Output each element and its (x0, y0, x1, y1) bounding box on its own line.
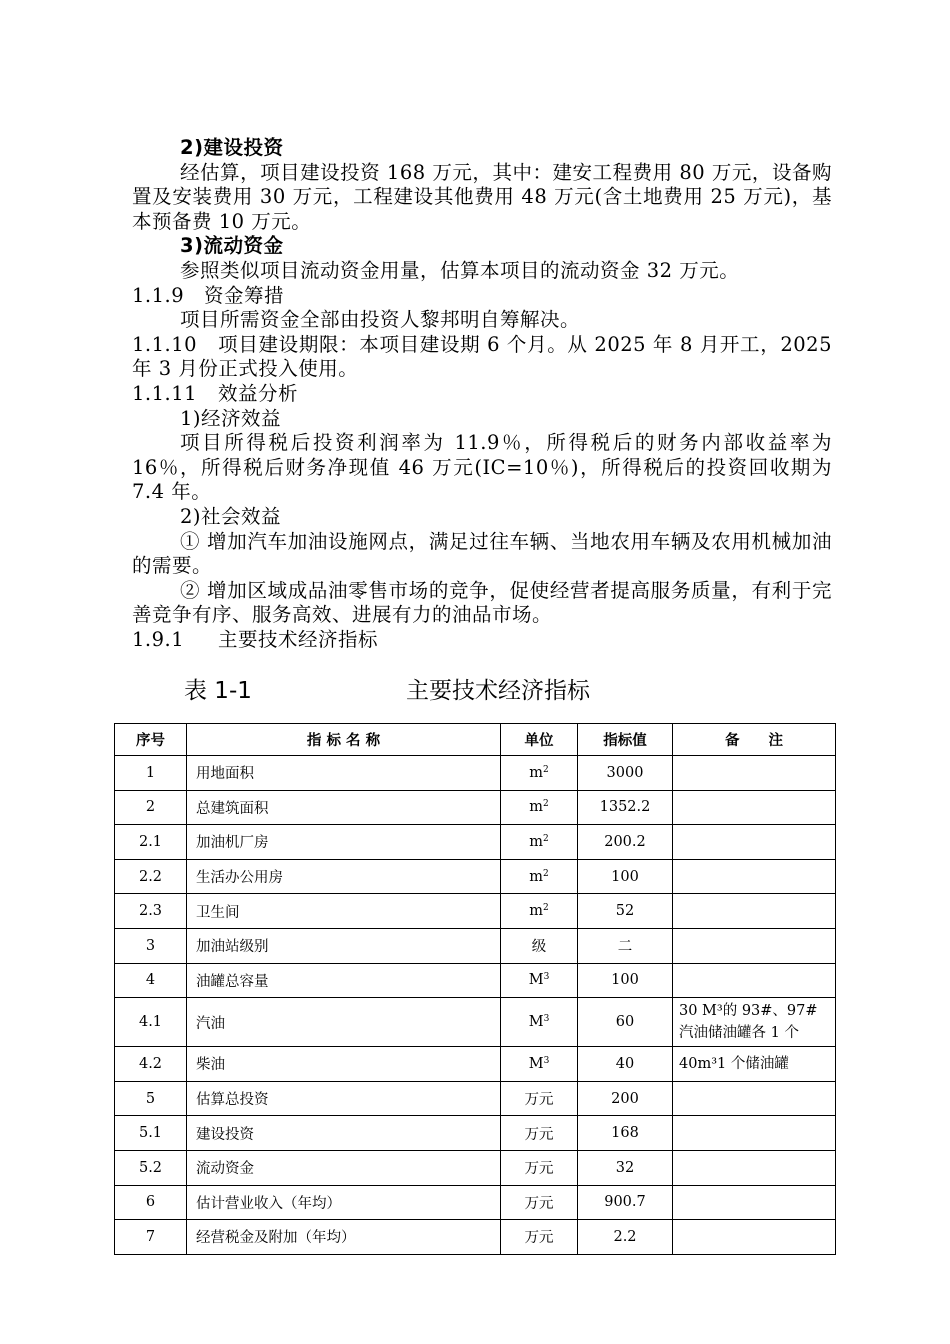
table-row (115, 998, 836, 1047)
cell-note (673, 1116, 836, 1151)
table-row (115, 756, 836, 791)
cell-value: 900.7 (578, 1185, 673, 1220)
unit-base: 万元 (524, 1126, 554, 1143)
table-row (115, 928, 836, 963)
table-row (115, 825, 836, 860)
cell-note (673, 1081, 836, 1116)
unit-superscript: 2 (543, 903, 549, 914)
cell-note (673, 1220, 836, 1255)
cell-no: 6 (115, 1185, 187, 1220)
section-construction-period (132, 333, 832, 382)
unit-base: 级 (531, 939, 547, 956)
cell-unit (501, 1081, 578, 1116)
section-number: 1.1.9 (132, 283, 185, 307)
cell-no: 2 (115, 790, 187, 825)
table-title: 主要技术经济指标 (406, 678, 590, 704)
cell-unit (501, 825, 578, 860)
body-text (132, 136, 832, 652)
section-heading-indicators (132, 628, 832, 653)
section-title: 效益分析 (218, 381, 299, 405)
section-number: 1.1.11 (132, 381, 198, 405)
section-text: 项目建设期限：本项目建设期 6 个月。从 2025 年 8 月开工，2025 年 3 月份正式投入使用。 (132, 332, 832, 381)
unit-base: m (529, 903, 543, 920)
cell-value: 3000 (578, 756, 673, 791)
cell-no: 2.2 (115, 859, 187, 894)
paragraph-social-benefit-2: ② 增加区域成品油零售市场的竞争，促使经营者提高服务质量，有利于完善竞争有序、服务高效、进展有力的油品市场。 (132, 578, 832, 627)
paragraph-economic-benefit: 项目所得税后投资利润率为 11.9％，所得税后的财务内部收益率为 16％，所得税后财务净现值 46 万元(IC=10％)，所得税后的投资回收期为 7.4 年。 (132, 431, 832, 504)
paragraph-construction-investment: 经估算，项目建设投资 168 万元，其中：建安工程费用 80 万元，设备购置及安装费用 30 万元，工程建设其他费用 48 万元(含土地费用 25 万元)，基本预备费 10 万元。 (132, 160, 832, 233)
section-heading-benefit (132, 382, 832, 407)
table-caption (184, 672, 744, 706)
subheading-working-capital: 3)流动资金 (180, 234, 284, 258)
table-row (115, 963, 836, 998)
cell-name: 流动资金 (187, 1150, 501, 1185)
unit-superscript: 3 (543, 1014, 550, 1025)
table-row (115, 790, 836, 825)
cell-no: 5.2 (115, 1150, 187, 1185)
cell-value: 200.2 (578, 825, 673, 860)
unit-superscript: 2 (543, 764, 549, 775)
cell-no: 5.1 (115, 1116, 187, 1151)
unit-base: 万元 (524, 1161, 554, 1178)
table-row (115, 1047, 836, 1082)
cell-name: 柴油 (187, 1047, 501, 1082)
unit-base: 万元 (524, 1092, 554, 1109)
unit-superscript: 2 (543, 868, 549, 879)
unit-base: M (528, 1014, 544, 1031)
paragraph-social-benefit-1: ① 增加汽车加油设施网点，满足过往车辆、当地农用车辆及农用机械加油的需要。 (132, 529, 832, 578)
cell-name: 加油站级别 (187, 928, 501, 963)
cell-unit (501, 998, 578, 1047)
cell-value: 60 (578, 998, 673, 1047)
cell-value: 168 (578, 1116, 673, 1151)
cell-value: 52 (578, 894, 673, 929)
paragraph-funding: 项目所需资金全部由投资人黎邦明自筹解决。 (180, 308, 581, 332)
table-row (115, 1220, 836, 1255)
table-body (115, 756, 836, 1255)
section-number: 1.9.1 (132, 627, 185, 651)
header-name: 指 标 名 称 (187, 724, 501, 756)
table-number: 表 1-1 (184, 678, 252, 704)
cell-no: 2.3 (115, 894, 187, 929)
cell-name: 估算总投资 (187, 1081, 501, 1116)
cell-value: 1352.2 (578, 790, 673, 825)
unit-base: m (529, 833, 543, 850)
header-no: 序号 (115, 724, 187, 756)
unit-base: M (528, 972, 544, 989)
subheading-social-benefit: 2)社会效益 (180, 504, 282, 528)
cell-note (673, 859, 836, 894)
table-row (115, 859, 836, 894)
cell-no: 7 (115, 1220, 187, 1255)
unit-base: m (529, 868, 543, 885)
cell-no: 3 (115, 928, 187, 963)
cell-unit (501, 756, 578, 791)
cell-name: 汽油 (187, 998, 501, 1047)
cell-unit (501, 1047, 578, 1082)
unit-base: M (528, 1055, 544, 1072)
table-row (115, 1150, 836, 1185)
unit-superscript: 2 (543, 833, 549, 844)
section-title: 资金筹措 (204, 283, 285, 307)
subheading-economic-benefit: 1)经济效益 (180, 406, 282, 430)
cell-note: 30 M³的 93#、97#汽油储油罐各 1 个 (673, 998, 836, 1047)
cell-no: 4.2 (115, 1047, 187, 1082)
cell-unit (501, 790, 578, 825)
cell-unit (501, 1150, 578, 1185)
cell-unit (501, 1220, 578, 1255)
cell-name: 加油机厂房 (187, 825, 501, 860)
cell-unit (501, 1185, 578, 1220)
cell-value: 100 (578, 963, 673, 998)
cell-note (673, 1150, 836, 1185)
cell-value: 32 (578, 1150, 673, 1185)
header-note: 备 注 (673, 724, 836, 756)
cell-note (673, 894, 836, 929)
cell-value: 2.2 (578, 1220, 673, 1255)
unit-base: 万元 (524, 1230, 554, 1247)
cell-note (673, 928, 836, 963)
table-row (115, 1081, 836, 1116)
cell-value: 100 (578, 859, 673, 894)
cell-name: 用地面积 (187, 756, 501, 791)
cell-name: 卫生间 (187, 894, 501, 929)
unit-base: m (529, 799, 543, 816)
section-title: 主要技术经济指标 (218, 627, 379, 651)
cell-name: 生活办公用房 (187, 859, 501, 894)
cell-name: 总建筑面积 (187, 790, 501, 825)
cell-name: 经营税金及附加（年均） (187, 1220, 501, 1255)
cell-no: 1 (115, 756, 187, 791)
cell-note (673, 790, 836, 825)
cell-value: 200 (578, 1081, 673, 1116)
cell-no: 4 (115, 963, 187, 998)
cell-no: 2.1 (115, 825, 187, 860)
header-value: 指标值 (578, 724, 673, 756)
unit-base: m (529, 764, 543, 781)
table-row (115, 1116, 836, 1151)
table-row (115, 1185, 836, 1220)
header-unit: 单位 (501, 724, 578, 756)
section-number: 1.1.10 (132, 332, 198, 356)
cell-note (673, 825, 836, 860)
unit-superscript: 2 (543, 799, 549, 810)
cell-no: 5 (115, 1081, 187, 1116)
cell-note (673, 963, 836, 998)
subheading-construction-investment: 2)建设投资 (180, 136, 284, 159)
section-heading-funding (132, 284, 832, 309)
cell-value: 40 (578, 1047, 673, 1082)
cell-note (673, 1185, 836, 1220)
cell-unit (501, 1116, 578, 1151)
cell-no: 4.1 (115, 998, 187, 1047)
unit-superscript: 3 (543, 972, 550, 983)
cell-unit (501, 859, 578, 894)
table-row (115, 894, 836, 929)
paragraph-working-capital: 参照类似项目流动资金用量，估算本项目的流动资金 32 万元。 (180, 258, 740, 282)
table-header-row (115, 724, 836, 756)
cell-unit (501, 963, 578, 998)
cell-note (673, 756, 836, 791)
cell-unit (501, 928, 578, 963)
cell-name: 油罐总容量 (187, 963, 501, 998)
cell-note: 40m³1 个储油罐 (673, 1047, 836, 1082)
cell-unit (501, 894, 578, 929)
unit-superscript: 3 (543, 1055, 550, 1066)
unit-base: 万元 (524, 1195, 554, 1212)
cell-name: 建设投资 (187, 1116, 501, 1151)
cell-name: 估计营业收入（年均） (187, 1185, 501, 1220)
indicators-table (114, 723, 836, 1255)
cell-value: 二 (578, 928, 673, 963)
